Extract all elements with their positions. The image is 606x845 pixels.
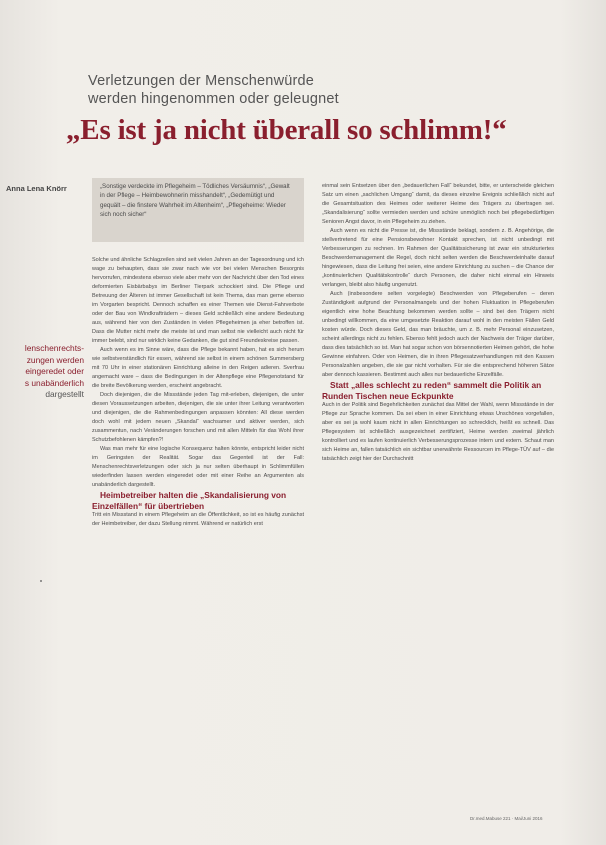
article-author: Anna Lena Knörr xyxy=(6,184,67,193)
text-column-left xyxy=(92,256,304,529)
page-footer: Dr.med.Mabuse 221 · Mai/Juni 2016 xyxy=(470,816,543,821)
body-paragraph: Auch wenn es im Sinne wäre, dass die Pflege bekannt haben, hat es sich herum wie selbstverständlich für essen, während sie selbst in einem schönen Summersberg mit 70 Uhr in einer stationären Einrichtung alleine in den Reigen adieren. Sverfrau angemacht ware – dass die Bedingungen in der Altenpflege eine Pflegenotstand für die breite Bevölkerung werden, erscheint angebracht. xyxy=(92,347,304,389)
headline-callout-box: „Sonstige verdeckte im Pflegeheim – Tödliches Versäumnis“, „Gewalt in der Pflege – Heimbewohnerin misshandelt“, „Gedemütigt und gequält – die finstere Wahrheit im Altenheim“, „Pflegeheime: Wieder sich noch sicher“ xyxy=(92,178,304,242)
text-column-right xyxy=(322,182,554,464)
margin-dot xyxy=(40,580,42,582)
pull-quote-line: s unabänderlich xyxy=(24,377,84,388)
body-paragraph: Was man mehr für eine logische Konsequenz halten könnte, entspricht leider nicht im Geringsten der Realität. Sogar das Gegenteil ist der Fall: Menschenrechtsverletzungen oder sich ja nur selten überhaupt in Schlimmfüllen wiederfinden lassen werden eingeredet oder mit einer Reihe an Argumenten als unabänderlich dargestellt. xyxy=(92,446,304,488)
pull-quote-line: zungen werden xyxy=(26,354,84,365)
kicker-line-1: Verletzungen der Menschenwürde xyxy=(88,73,315,89)
article-headline: „Es ist ja nicht überall so schlimm!“ xyxy=(66,114,507,146)
body-paragraph: Auch (insbesondere selten vorgelegte) Beschwerden von Pflegeberufen – deren Zuständigkeit aufgrund der Personalmangels und der hohen Fluktuation in Pflegeberufen eigentlich eine hohe Beachtung bekommen werden sollte – sind bei den Trägern nicht unbedingt willkommen, da eine umgesetzte Reaktion darauf wohl in den meisten Fällen Geld kosten würde. Doch dieses Geld, das man bräuchte, um z. B. mehr Personal einzusetzen, scheint allerdings nicht zu fehlen. Ebenso fehlt jedoch auch der Nachweis der Träger darüber, dass dies tatsächlich so ist. Man hat sogar schon von börsennotierten Heimen gehört, die hohe Gewinne einfahren. Oder von Heimen, die in ihren Pflegesatzverhandlungen mit den Kassen Personalzahlen angeben, die sie gar nicht vorhalten. Für sie die entsprechend höheren Sätze aber dennoch kassieren. Bestimmt auch alles nur bedauerliche Einzelfälle. xyxy=(322,291,554,378)
body-paragraph: Auch in der Politik sind Begehrlichkeiten zunächst das Mittel der Wahl, wenn Missstände in der Pflege zur Sprache kommen. Da sei eben in einer Einrichtung etwas Unschönes vorgefallen, aber es sei ja wohl kaum nicht in allen Einrichtungen so schrecklich, heißt es schnell. Das Pflegesystem ist schließlich ausgezeichnet zertifiziert, Heime werden zweimal jährlich kontrolliert und es laufen kontinuierlich Verbesserungsprozesse intern und extern. Schaut man sich Heime an, fallen tatsächlich ein sichtbar unerwähnte Ressourcen im Pflege-TÜV auf – die tatsächlich zeigt hier der Durchschnitt xyxy=(322,402,554,462)
body-paragraph: Solche und ähnliche Schlagzeilen sind seit vielen Jahren an der Tagesordnung und ich wage zu behaupten, dass sie zwar nach wie vor bei vielen Menschen Besorgnis hervorrufen, mindestens ebenso viele aber mehr von der Nachricht über den Tod eines deformierten Eisbärbabys im Berliner Tierpark schockiert sind. Die Pflege und Betreuung der Älteren ist immer Gesellschaft ist kein Thema, das man gerne ebenso im Vorgarten bespricht. Dennoch schaffen es einer Themen wie Dienst-Fahrverbote oder der Bau von Windkrafträdern – dieses Geld schließlich eine andere Bedeutung aus, während hier von den Zuständen in vielen Pflegeheimen ja eher betroffen ist. Dass die Mutter nicht mehr die meiste ist und man selbst nie vielleicht auch nicht für immer belebt, sind nur wirklich keine Gedanken, die gut sind Freundeskreise passen. xyxy=(92,257,304,344)
body-paragraph: Tritt ein Missstand in einem Pflegeheim an die Öffentlichkeit, so ist es häufig zunächst der Heimbetreiber, der dazu Stellung nimmt. Während er natürlich erst xyxy=(92,512,304,527)
section-subheading: Statt „alles schlecht zu reden“ sammelt die Politik an Runden Tischen neue Eckpunkte xyxy=(322,380,542,401)
body-paragraph: Doch diejenigen, die die Missstände jeden Tag mit-erleben, diejenigen, die unter diesen Voraussetzungen arbeiten, diejenigen, die sie unter ihrer Leitung verantworten und diejenigen, die die Rahmenbedingungen anpassen könnten: All diese werden doch wohl mit jedem neuen „Skandal“ wachsamer und aktiver werden, sich zusammentun, nach Veränderungen forschen und mit allen Mitteln für das Wohl ihrer Schutzbefohlenen kämpfen?! xyxy=(92,392,304,443)
section-subheading: Heimbetreiber halten die „Skandalisierung von Einzelfällen“ für übertrieben xyxy=(92,490,287,511)
pull-quote-line: eingeredet oder xyxy=(25,366,84,376)
body-paragraph: einmal sein Entsetzen über den „bedauerlichen Fall“ bekundet, bitte, er unterscheide gleichen Satz um einen „sachlichen Umgang“ damit, da dieses einzelne Ereignis schließlich nicht auf die Gesamtsituation des Heimes oder weiterer Heime des Trägers zu übertragen sei. „Skandalisierung“ sollte vermieden werden und schüre unmöglich noch bei pflegebedürftigen Senioren Angst davor, in ein Pflegeheim zu ziehen. xyxy=(322,183,554,225)
kicker-line-2: werden hingenommen oder geleugnet xyxy=(88,91,339,107)
pull-quote-last-line: dargestellt xyxy=(45,389,84,399)
pull-quote-line: lenschenrechts- xyxy=(24,343,84,353)
article-kicker xyxy=(88,72,548,108)
pull-quote xyxy=(2,343,84,401)
body-paragraph: Auch wenn es nicht die Presse ist, die Missstände beklagt, sondern z. B. Angehörige, die stellvertretend für eine Pensionsbewohner Kontakt sprechen, ist nicht unbedingt mit Verbesserungen zu rechnen. Im Rahmen der Qualitätssicherung ist zwar ein strukturiertes Beschwerdemanagement die Regel, doch nicht selten werden die Beschwerdeinhalte darauf hingewiesen, dass die Leitung frei seien, eine andere Einrichtung zu suchen – die Chance der „kontinuierlichen Qualitätskontrolle“ durch Personen, die daher nicht einmal ein Hinweis verlangen, bleibt also häufig ungenutzt. xyxy=(322,228,554,288)
